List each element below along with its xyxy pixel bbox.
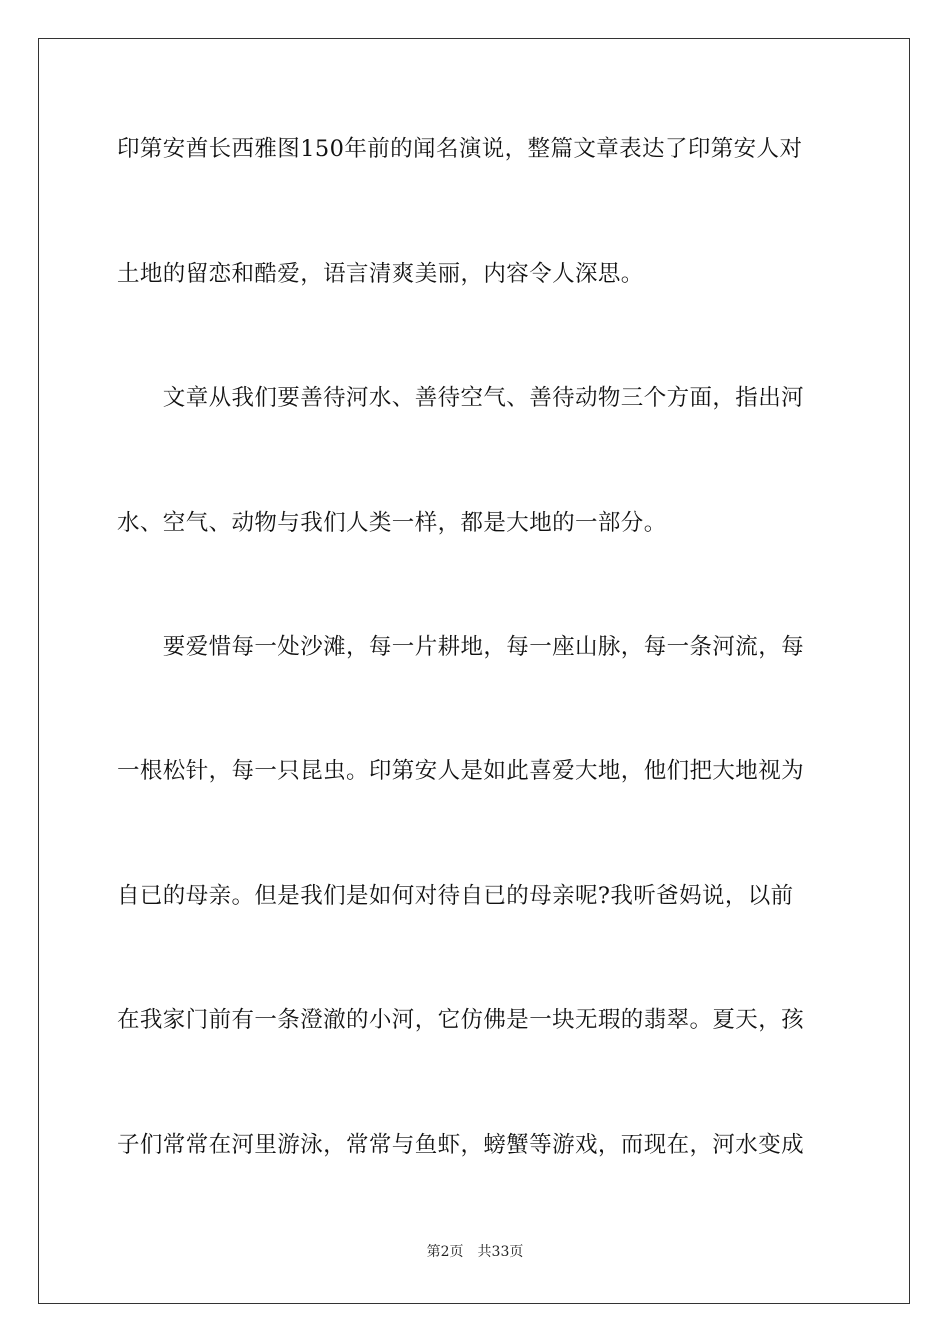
text-line-8: 在我家门前有一条澄澈的小河，它仿佛是一块无瑕的翡翠。夏天，孩 <box>117 1007 805 1033</box>
page-number: 第2页 <box>426 1244 464 1260</box>
page-total: 共33页 <box>477 1244 524 1260</box>
text-line-5: 要爱惜每一处沙滩，每一片耕地，每一座山脉，每一条河流，每 <box>117 634 805 660</box>
text-line-1: 印第安酋长西雅图150年前的闻名演说，整篇文章表达了印第安人对 <box>117 136 803 162</box>
text-line-6: 一根松针，每一只昆虫。印第安人是如此喜爱大地，他们把大地视为 <box>117 758 805 784</box>
page-border <box>38 38 910 1304</box>
text-line-2: 土地的留恋和酷爱，语言清爽美丽，内容令人深思。 <box>117 261 644 287</box>
text-line-4: 水、空气、动物与我们人类一样，都是大地的一部分。 <box>117 510 667 536</box>
text-line-7: 自已的母亲。但是我们是如何对待自已的母亲呢?我听爸妈说，以前 <box>117 883 794 909</box>
page-footer <box>0 1243 950 1261</box>
text-line-3: 文章从我们要善待河水、善待空气、善待动物三个方面，指出河 <box>117 385 805 411</box>
text-line-9: 子们常常在河里游泳，常常与鱼虾，螃蟹等游戏，而现在，河水变成 <box>117 1132 805 1158</box>
